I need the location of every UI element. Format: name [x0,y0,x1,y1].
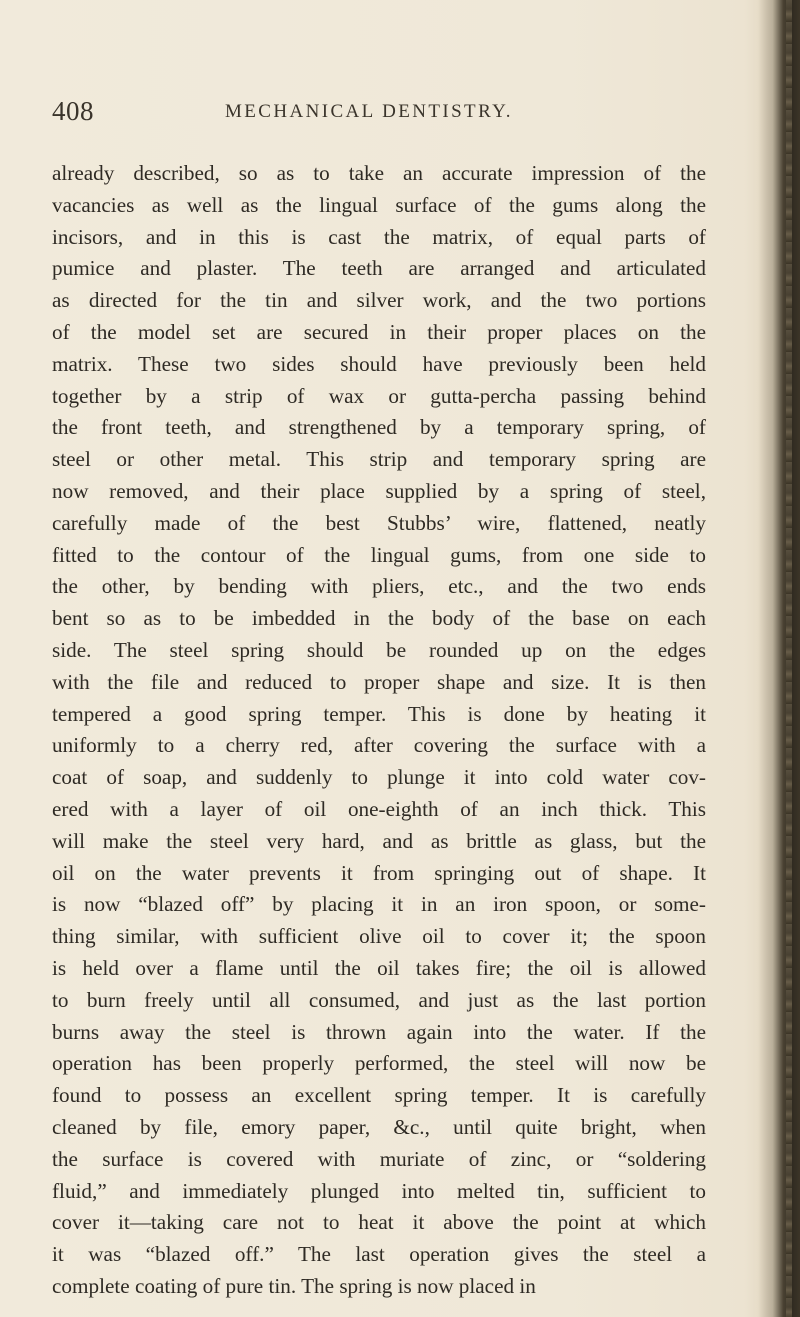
text-line: as directed for the tin and silver work, and the two portions [52,288,706,313]
text-line: matrix. These two sides should have previously been held [52,351,706,376]
text-line: tempered a good spring temper. This is done by heating it [52,701,706,726]
text-line: cleaned by file, emory paper, &c., until quite bright, when [52,1114,706,1139]
text-line: of the model set are secured in their proper places on the [52,319,706,344]
text-line: burns away the steel is thrown again into the water. If the [52,1019,706,1044]
text-line: the front teeth, and strengthened by a temporary spring, of [52,415,706,440]
text-line: the surface is covered with muriate of zinc, or “soldering [52,1146,706,1171]
text-line: complete coating of pure tin. The spring is now placed in [52,1273,536,1298]
text-line: together by a strip of wax or gutta-percha passing behind [52,383,706,408]
text-line: side. The steel spring should be rounded up on the edges [52,637,706,662]
text-line: the other, by bending with pliers, etc., and the two ends [52,574,706,599]
text-line: pumice and plaster. The teeth are arranged and articulated [52,256,706,281]
text-line: is held over a flame until the oil takes fire; the oil is allowed [52,955,706,980]
binding-shadow [758,0,800,1317]
text-line: ered with a layer of oil one-eighth of an inch thick. This [52,796,706,821]
text-line: now removed, and their place supplied by a spring of steel, [52,478,706,503]
text-line: it was “blazed off.” The last operation gives the steel a [52,1242,706,1267]
text-line: fitted to the contour of the lingual gums, from one side to [52,542,706,567]
text-line: will make the steel very hard, and as brittle as glass, but the [52,828,706,853]
text-line: incisors, and in this is cast the matrix, of equal parts of [52,224,706,249]
text-line: vacancies as well as the lingual surface of the gums along the [52,192,706,217]
text-line: with the file and reduced to proper shape and size. It is then [52,669,706,694]
text-line: found to possess an excellent spring temper. It is carefully [52,1083,706,1108]
text-line: operation has been properly performed, the steel will now be [52,1051,706,1076]
page-edge [786,0,792,1317]
page-number: 408 [52,96,94,126]
text-line: bent so as to be imbedded in the body of the base on each [52,606,706,631]
text-line: coat of soap, and suddenly to plunge it into cold water cov- [52,765,706,790]
page-header [0,96,760,132]
text-line: carefully made of the best Stubbs’ wire, flattened, neatly [52,510,706,535]
text-line: fluid,” and immediately plunged into melted tin, sufficient to [52,1178,706,1203]
running-title: MECHANICAL DENTISTRY. [225,101,513,122]
text-line: cover it—taking care not to heat it above the point at which [52,1210,706,1235]
body-paragraph [52,158,706,1303]
text-line: steel or other metal. This strip and temporary spring are [52,447,706,472]
text-line: is now “blazed off” by placing it in an iron spoon, or some- [52,892,706,917]
text-line: oil on the water prevents it from springing out of shape. It [52,860,706,885]
text-line: to burn freely until all consumed, and just as the last portion [52,987,706,1012]
text-line: thing similar, with sufficient olive oil to cover it; the spoon [52,924,706,949]
text-line: already described, so as to take an accurate impression of the [52,161,706,185]
text-line: uniformly to a cherry red, after covering the surface with a [52,733,706,758]
